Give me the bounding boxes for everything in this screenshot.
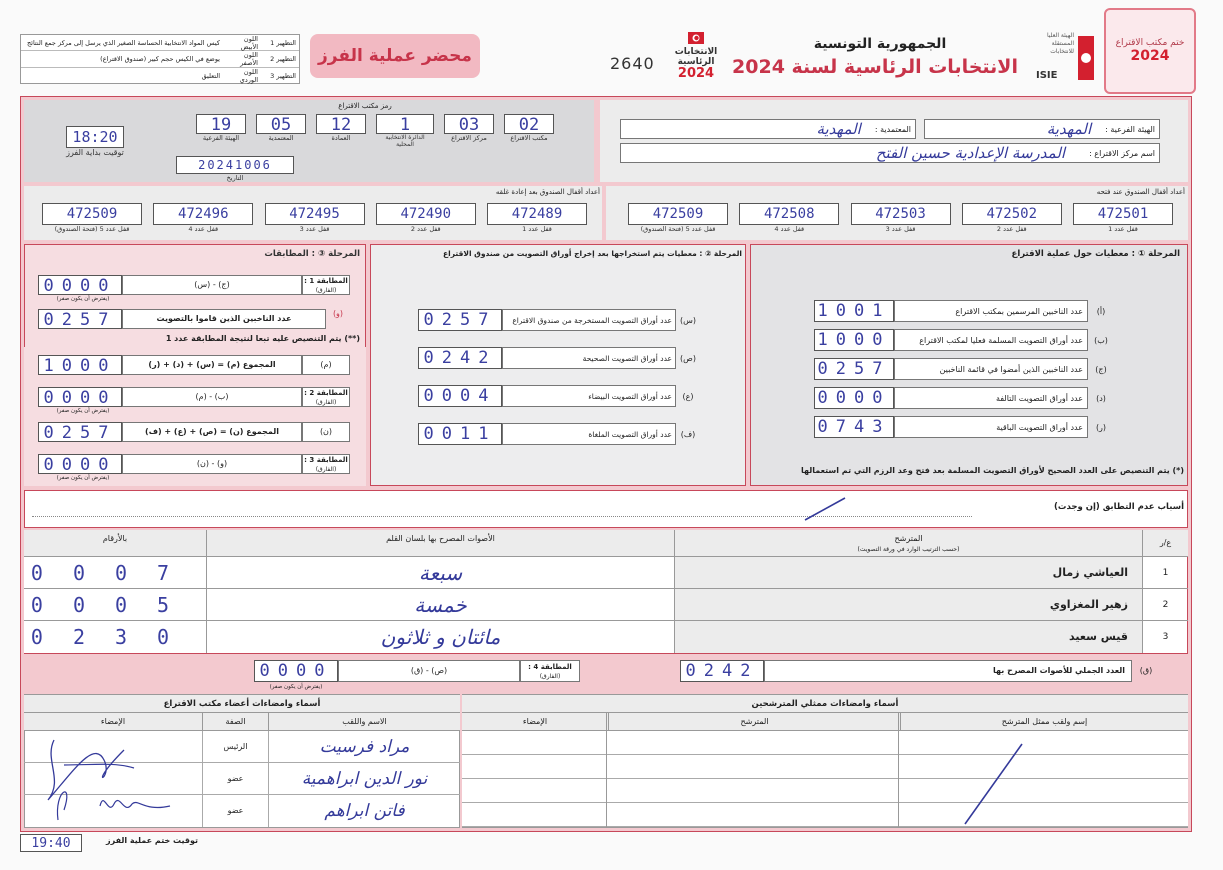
stage1-title: المرحلة ① : معطيات حول عملية الاقتراع xyxy=(1011,249,1180,259)
member-role: عضو xyxy=(202,763,268,794)
member-role: عضو xyxy=(202,795,268,827)
date-label: التاريخ xyxy=(226,174,244,182)
match1-label xyxy=(302,275,350,295)
voters-note: (**) يتم التنصيص عليه تبعا لنتيجة المطابقة عدد 1 xyxy=(165,334,360,343)
legend-color-1: اللون الأبيض xyxy=(240,34,258,51)
center-row xyxy=(620,143,1160,163)
candidate-rows xyxy=(24,557,1188,653)
location-block xyxy=(600,100,1188,182)
locks-close-fields xyxy=(42,203,587,233)
stage2-label: عدد أوراق التصويت البيضاء xyxy=(502,385,676,407)
code-center: 03 xyxy=(458,115,480,135)
candidate-words: سبعة xyxy=(206,557,674,588)
lock-close-3-label: قفل عدد 3 xyxy=(299,225,330,233)
lock-close-5: 472509 xyxy=(66,206,118,222)
total-code: (ق) xyxy=(1139,666,1153,675)
candidate-num: 1 xyxy=(1142,557,1188,588)
stage2-label: عدد أوراق التصويت الملغاة xyxy=(502,423,676,445)
lock-close-4-label: قفل عدد 4 xyxy=(188,225,219,233)
candidate-digits: 0007 xyxy=(30,561,200,585)
stage2-code: (س) xyxy=(679,315,696,325)
col-name-title: المترشح xyxy=(894,534,923,543)
lock-close-2: 472490 xyxy=(400,206,452,222)
isie-text: الهيئة العليا المستقلة للانتخابات xyxy=(1046,32,1074,55)
lock-open-5-label: قفل عدد 5 (فتحة الصندوق) xyxy=(640,225,716,233)
stamp-year: 2024 xyxy=(1130,48,1170,64)
stage2-value: 0257 xyxy=(423,310,497,330)
match3-label xyxy=(302,454,350,474)
reps-col-candidate: المترشح xyxy=(608,713,900,730)
col-name-sub: (حسب الترتيب الوارد في ورقة التصويت) xyxy=(857,546,960,553)
code-imada: 12 xyxy=(330,115,352,135)
stage1-value: 0000 xyxy=(817,388,891,408)
sum-n-row xyxy=(38,422,350,442)
lock-open-5: 472509 xyxy=(652,206,704,222)
doc-number: 2640 xyxy=(610,54,655,73)
match1-sub: (الفارق) xyxy=(315,287,337,294)
match3-formula: (و) - (ن) xyxy=(122,454,302,474)
center-label: اسم مركز الاقتراع : xyxy=(1089,148,1155,158)
stage1-row xyxy=(814,329,1114,351)
flag-icon xyxy=(688,32,704,44)
candidate-words: مائتان و ثلاثون xyxy=(206,621,674,653)
members-col-sign: الإمضاء xyxy=(100,717,126,726)
match2-sub: (الفارق) xyxy=(315,399,337,406)
member-name: نور الدين ابراهمية xyxy=(268,763,460,794)
legend-num-2: التظهير 2 xyxy=(270,55,296,63)
authority-value: المهدية xyxy=(1046,120,1092,138)
date-value: 20241006 xyxy=(198,158,272,172)
office-stamp xyxy=(1104,8,1196,94)
lock-open-1-label: قفل عدد 1 xyxy=(1108,225,1138,233)
candidate-digits-box xyxy=(24,589,206,620)
stage2-row xyxy=(418,347,700,369)
stage1-label: عدد أوراق التصويت الباقية xyxy=(894,416,1088,438)
match4-row xyxy=(254,660,580,682)
sum-n-code: (ن) xyxy=(302,422,350,442)
delegation-value: المهدية xyxy=(816,120,861,138)
code-center-label: مركز الاقتراع xyxy=(451,134,487,142)
total-value: 0242 xyxy=(685,661,759,681)
stage2-title: المرحلة ② : معطيات يتم استخراجها بعد إخراج أوراق التصويت من صندوق الاقتراع xyxy=(443,249,742,258)
lock-open-4: 472508 xyxy=(763,206,815,222)
end-time-field xyxy=(20,834,82,852)
member-name: مراد فرسيت xyxy=(268,731,460,762)
isie-flag-icon xyxy=(1076,36,1096,80)
stage2-code: (ع) xyxy=(682,391,694,401)
match2-value: 0000 xyxy=(43,388,117,408)
members-col-name: الاسم واللقب xyxy=(268,713,460,730)
stage1-row xyxy=(814,300,1114,322)
candidate-num: 3 xyxy=(1142,621,1188,653)
legend-color-2: اللون الأصفر xyxy=(240,51,258,67)
authority-row xyxy=(924,119,1160,139)
reps-cols xyxy=(462,713,1188,731)
match2-row xyxy=(38,387,350,407)
stage1-row xyxy=(814,416,1114,438)
legend-num-3: التظهير 3 xyxy=(270,72,296,80)
total-label: العدد الجملي للأصوات المصرح بها xyxy=(764,660,1132,682)
reps-title: أسماء وامضاءات ممثلي المترشحين xyxy=(462,695,1188,713)
stage2-code: (ف) xyxy=(680,429,696,439)
code-office: 02 xyxy=(518,115,540,135)
stage2-value: 0004 xyxy=(423,386,497,406)
end-time-value: 19:40 xyxy=(31,836,71,851)
stage3-title: المرحلة ③ : المطابقات xyxy=(264,249,360,259)
col-digits: بالأرقام xyxy=(102,534,128,543)
candidate-words: خمسة xyxy=(206,589,674,620)
candidate-digits: 0005 xyxy=(30,593,200,617)
stage1-label: عدد الناخبين الذين أمضوا في قائمة الناخبين xyxy=(894,358,1088,380)
stage2-label: عدد أوراق التصويت الصحيحة xyxy=(502,347,676,369)
stage1-label: عدد أوراق التصويت المسلمة فعليا لمكتب الاقتراع xyxy=(894,329,1088,351)
match1-row xyxy=(38,275,350,295)
lock-close-4: 472496 xyxy=(177,206,229,222)
locks-close-title: أعداد أقفال الصندوق بعد إعادة غلقه xyxy=(495,188,600,196)
code-delegation: 05 xyxy=(270,115,292,135)
lock-close-2-label: قفل عدد 2 xyxy=(410,225,441,233)
stage2-code: (ص) xyxy=(680,353,696,363)
stage1-value: 1001 xyxy=(817,301,891,321)
sum-n-value: 0257 xyxy=(43,423,117,443)
lock-open-3: 472503 xyxy=(875,206,926,222)
match4-label xyxy=(520,660,580,682)
zero-note-3: (يفترض أن يكون صفر) xyxy=(56,475,110,481)
stage1-label: عدد الناخبين المرسمين بمكتب الاقتراع xyxy=(894,300,1088,322)
legend-color-3: اللون الوردي xyxy=(239,68,258,84)
stage2-value: 0011 xyxy=(423,424,497,444)
members-col-role: الصفة xyxy=(202,713,268,730)
republic-title: الجمهورية التونسية xyxy=(813,36,947,52)
zero-note-2: (يفترض أن يكون صفر) xyxy=(56,408,110,414)
lock-close-1-label: قفل عدد 1 xyxy=(522,225,552,233)
stage1-label: عدد أوراق التصويت التالفة xyxy=(894,387,1088,409)
start-time-label: توقيت بداية الفرز xyxy=(66,148,124,157)
code-authority-label: الهيئة الفرعية xyxy=(202,134,240,142)
total-row xyxy=(680,660,1160,682)
match4-note: (يفترض أن يكون صفر) xyxy=(269,684,323,690)
voters-code: (و) xyxy=(332,309,344,318)
stage1-row xyxy=(814,387,1114,409)
end-time-label: توقيت ختم عملية الفرز xyxy=(106,836,198,845)
code-authority: 19 xyxy=(210,115,232,135)
discrepancy-strike-icon xyxy=(800,494,850,524)
match4-title: المطابقة 4 : xyxy=(528,663,572,671)
stage2-row xyxy=(418,385,700,407)
code-office-label: مكتب الاقتراع xyxy=(510,134,548,142)
reps-vline-2 xyxy=(606,713,607,827)
stage1-code: (أ) xyxy=(1096,306,1106,316)
lock-open-2: 472502 xyxy=(986,206,1038,222)
legend-table xyxy=(20,34,300,84)
reps-strike-icon xyxy=(960,738,1030,828)
sum-m-value: 1000 xyxy=(43,356,117,376)
stage1-code: (ر) xyxy=(1095,422,1107,432)
col-num: ع/ر xyxy=(1142,530,1188,556)
voters-value: 0257 xyxy=(43,310,117,330)
locks-open-title: أعداد أقفال الصندوق عند فتحه xyxy=(1096,188,1185,196)
stage2-value: 0242 xyxy=(423,348,497,368)
match1-formula: (ج) - (س) xyxy=(122,275,302,295)
form-title: محضر عملية الفرز xyxy=(318,46,472,66)
sum-m-row xyxy=(38,355,350,375)
candidate-digits-box xyxy=(24,557,206,588)
candidate-row xyxy=(24,589,1188,621)
start-time-value: 18:20 xyxy=(72,128,118,146)
legend-desc-2: يوضع في الكيس حجم كبير (صندوق الاقتراع) xyxy=(100,55,220,63)
match2-title: المطابقة 2 : xyxy=(304,389,348,397)
voters-row xyxy=(38,309,350,329)
code-delegation-label: المعتمدية xyxy=(268,134,294,142)
member-signatures-icon xyxy=(34,720,184,826)
sum-m-formula: المجموع (م) = (س) + (د) + (ر) xyxy=(122,355,302,375)
stage2-row xyxy=(418,309,700,331)
stage1-rows xyxy=(814,300,1114,445)
code-fields xyxy=(176,114,554,148)
match4-value: 0000 xyxy=(259,661,333,681)
candidate-row xyxy=(24,557,1188,589)
locks-open-fields xyxy=(628,203,1173,233)
form-title-badge xyxy=(310,34,480,78)
legend-desc-3: التعليق xyxy=(201,72,220,80)
stage1-value: 0257 xyxy=(817,359,891,379)
stage1-value: 0743 xyxy=(817,417,891,437)
stage2-label: عدد أوراق التصويت المستخرجة من صندوق الاقتراع xyxy=(502,309,676,331)
lock-close-5-label: قفل عدد 5 (فتحة الصندوق) xyxy=(54,225,130,233)
reps-vline-1 xyxy=(898,713,899,827)
match1-value: 0000 xyxy=(43,276,117,296)
candidate-digits: 0230 xyxy=(30,625,200,649)
stage1-row xyxy=(814,358,1114,380)
candidate-digits-box xyxy=(24,621,206,653)
stage2-rows xyxy=(418,309,700,461)
isie-abbr: ISIE xyxy=(1036,70,1058,81)
reps-grid xyxy=(462,731,1188,827)
stage1-code: (ب) xyxy=(1094,335,1108,345)
stage1-note: (*) يتم التنصيص على العدد الصحيح لأوراق التصويت المسلمة بعد فتح وعد الرزم التي تم استعمالها xyxy=(800,466,1184,475)
start-time-field xyxy=(66,126,124,157)
stage1-code: (د) xyxy=(1096,393,1106,403)
match4-formula: (ص) - (ق) xyxy=(338,660,520,682)
member-role: الرئيس xyxy=(202,731,268,762)
col-words: الأصوات المصرح بها بلسان القلم xyxy=(206,530,674,556)
isie-logo xyxy=(1036,30,1096,90)
delegation-label: المعتمدية : xyxy=(874,124,911,134)
delegation-row xyxy=(620,119,916,139)
lock-open-4-label: قفل عدد 4 xyxy=(774,225,805,233)
lock-open-3-label: قفل عدد 3 xyxy=(885,225,916,233)
stage1-code: (ج) xyxy=(1095,364,1107,374)
col-candidate xyxy=(674,530,1142,556)
lock-open-2-label: قفل عدد 2 xyxy=(996,225,1027,233)
reps-col-name: إسم ولقب ممثل المترشح xyxy=(900,713,1188,730)
zero-note-1: (يفترض أن يكون صفر) xyxy=(56,296,110,302)
match2-label xyxy=(302,387,350,407)
code-imada-label: العمادة xyxy=(331,134,351,142)
voters-label: عدد الناخبين الذين قاموا بالتصويت xyxy=(122,309,326,329)
stage1-value: 1000 xyxy=(817,330,891,350)
stage2-row xyxy=(418,423,700,445)
candidate-num: 2 xyxy=(1142,589,1188,620)
authority-label: الهيئة الفرعية : xyxy=(1105,124,1155,134)
lock-close-1: 472489 xyxy=(511,206,563,222)
logo-text: الانتخابات الرئاسية xyxy=(674,47,718,67)
candidate-row xyxy=(24,621,1188,653)
match4-sub: (الفارق) xyxy=(539,673,561,680)
stamp-text: ختم مكتب الاقتراع xyxy=(1115,38,1185,48)
sum-n-formula: المجموع (ن) = (ص) + (ع) + (ف) xyxy=(122,422,302,442)
legend-desc-1: كيس المواد الانتخابية الحساسة الصغير الذي يرسل إلى مركز جمع النتائج xyxy=(26,38,220,47)
election-title: الانتخابات الرئاسية لسنة 2024 xyxy=(732,56,1018,78)
date-field xyxy=(176,156,294,182)
match3-row xyxy=(38,454,350,474)
legend-num-1: التظهير 1 xyxy=(270,38,296,47)
election-logo xyxy=(670,32,722,84)
match3-sub: (الفارق) xyxy=(315,466,337,473)
code-circonscription: 1 xyxy=(399,115,411,135)
discrepancy-label: أسباب عدم التطابق (إن وجدت) xyxy=(1054,502,1184,512)
lock-close-3: 472495 xyxy=(289,206,340,222)
candidate-name: زهير المغزاوي xyxy=(674,589,1142,620)
candidate-name: قيس سعيد xyxy=(674,621,1142,653)
members-title: أسماء وامضاءات أعضاء مكتب الاقتراع xyxy=(24,695,460,713)
logo-year: 2024 xyxy=(677,66,715,81)
match3-value: 0000 xyxy=(43,455,117,475)
code-label: رمز مكتب الاقتراع xyxy=(338,102,392,110)
member-name: فاتن ابراهم xyxy=(268,795,460,827)
match2-formula: (ب) - (م) xyxy=(122,387,302,407)
reps-col-sign: الإمضاء xyxy=(522,717,548,726)
candidate-name: العياشي زمال xyxy=(674,557,1142,588)
match1-title: المطابقة 1 : xyxy=(304,277,348,285)
center-value: المدرسة الإعدادية حسين الفتح xyxy=(875,144,1066,162)
code-circonscription-label: الدائرة الانتخابية المحلية xyxy=(385,134,425,148)
match3-title: المطابقة 3 : xyxy=(304,456,348,464)
sum-m-code: (م) xyxy=(302,355,350,375)
lock-open-1: 472501 xyxy=(1097,206,1149,222)
candidates-header xyxy=(24,530,1188,557)
